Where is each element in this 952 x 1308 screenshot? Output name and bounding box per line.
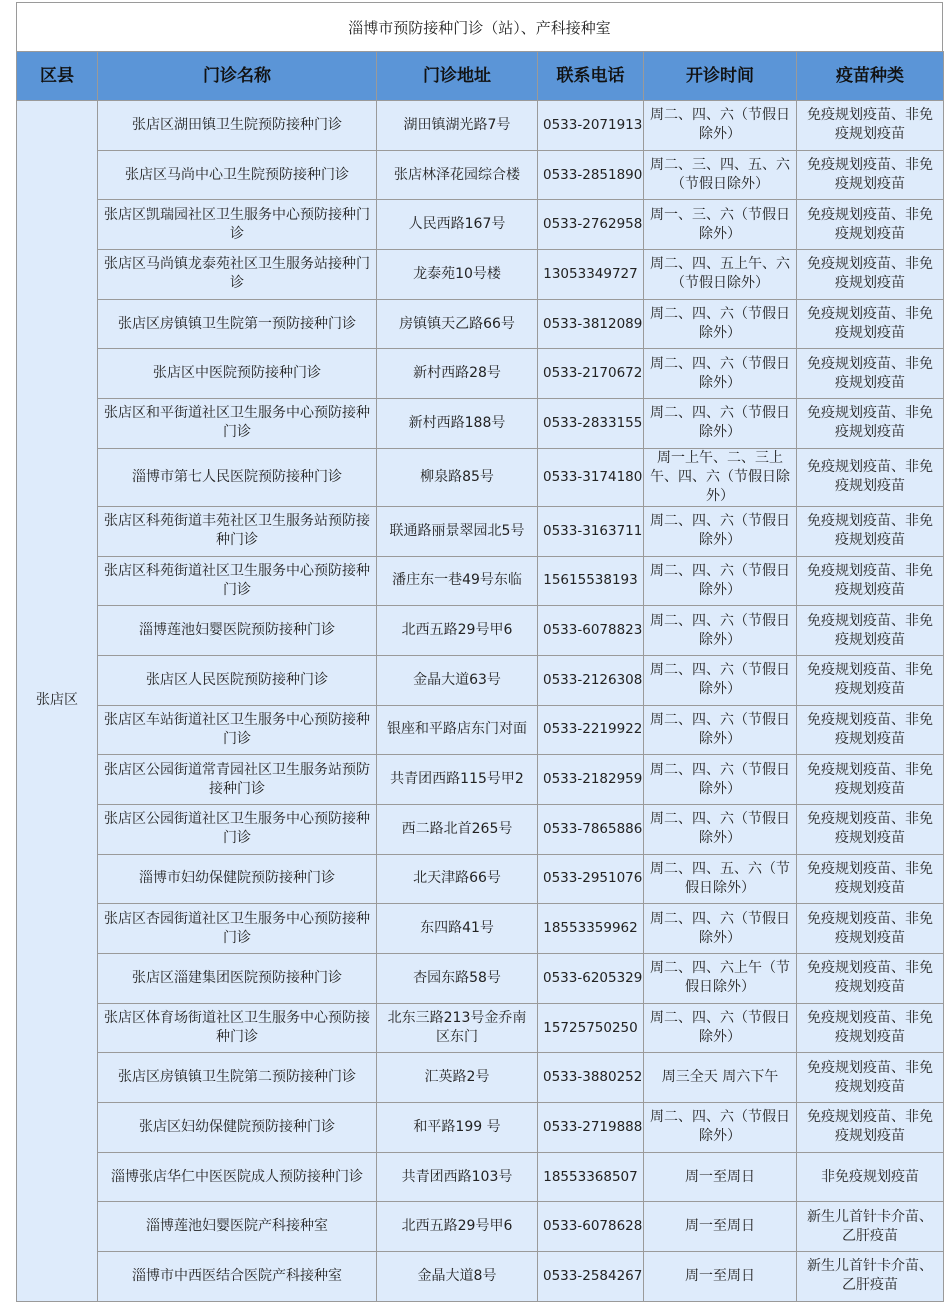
clinic-name-cell: 张店区公园街道社区卫生服务中心预防接种门诊	[98, 804, 377, 854]
table-row	[17, 954, 944, 1004]
address-cell: 杏园东路58号	[377, 954, 538, 1004]
phone-cell: 0533-2584267	[538, 1252, 644, 1302]
clinic-name-cell: 淄博市第七人民医院预防接种门诊	[98, 448, 377, 506]
hours-cell: 周二、四、六（节假日除外）	[644, 1003, 797, 1053]
hours-cell: 周一、三、六（节假日除外）	[644, 200, 797, 250]
table-row	[17, 349, 944, 399]
address-cell: 金晶大道63号	[377, 655, 538, 705]
clinic-name-cell: 张店区科苑街道社区卫生服务中心预防接种门诊	[98, 556, 377, 606]
vaccines-cell: 新生儿首针卡介苗、乙肝疫苗	[797, 1252, 944, 1302]
address-cell: 房镇镇天乙路66号	[377, 299, 538, 349]
clinic-name-cell: 淄博张店华仁中医医院成人预防接种门诊	[98, 1152, 377, 1202]
hours-cell: 周二、四、六（节假日除外）	[644, 1103, 797, 1153]
phone-cell: 0533-6078628	[538, 1202, 644, 1252]
table-row	[17, 804, 944, 854]
vaccines-cell: 免疫规划疫苗、非免疫规划疫苗	[797, 904, 944, 954]
address-cell: 西二路北首265号	[377, 804, 538, 854]
clinic-name-cell: 张店区公园街道常青园社区卫生服务站预防接种门诊	[98, 755, 377, 805]
clinic-list-document	[16, 2, 943, 1302]
address-cell: 潘庄东一巷49号东临	[377, 556, 538, 606]
table-row	[17, 299, 944, 349]
table-row	[17, 1103, 944, 1153]
hours-cell: 周一上午、二、三上午、四、六（节假日除外）	[644, 448, 797, 506]
address-cell: 东四路41号	[377, 904, 538, 954]
vaccines-cell: 免疫规划疫苗、非免疫规划疫苗	[797, 299, 944, 349]
table-row	[17, 556, 944, 606]
clinic-name-cell: 张店区凯瑞园社区卫生服务中心预防接种门诊	[98, 200, 377, 250]
address-cell: 汇英路2号	[377, 1053, 538, 1103]
vaccines-cell: 免疫规划疫苗、非免疫规划疫苗	[797, 150, 944, 200]
clinic-table	[16, 51, 944, 1302]
clinic-name-cell: 张店区车站街道社区卫生服务中心预防接种门诊	[98, 705, 377, 755]
vaccines-cell: 免疫规划疫苗、非免疫规划疫苗	[797, 101, 944, 151]
hours-cell: 周二、四、六（节假日除外）	[644, 655, 797, 705]
table-row	[17, 854, 944, 904]
clinic-name-cell: 张店区科苑街道丰苑社区卫生服务站预防接种门诊	[98, 506, 377, 556]
phone-cell: 0533-6078823	[538, 606, 644, 656]
table-row	[17, 1152, 944, 1202]
phone-cell: 0533-3163711	[538, 506, 644, 556]
phone-cell: 0533-2071913	[538, 101, 644, 151]
phone-cell: 15615538193	[538, 556, 644, 606]
header-vaccines: 疫苗种类	[797, 52, 944, 101]
vaccines-cell: 新生儿首针卡介苗、乙肝疫苗	[797, 1202, 944, 1252]
header-district: 区县	[17, 52, 98, 101]
district-cell: 张店区	[17, 101, 98, 1302]
phone-cell: 0533-2719888	[538, 1103, 644, 1153]
clinic-name-cell: 张店区淄建集团医院预防接种门诊	[98, 954, 377, 1004]
table-title: 淄博市预防接种门诊（站）、产科接种室	[16, 2, 943, 51]
clinic-name-cell: 张店区中医院预防接种门诊	[98, 349, 377, 399]
table-row	[17, 1202, 944, 1252]
address-cell: 银座和平路店东门对面	[377, 705, 538, 755]
hours-cell: 周三全天 周六下午	[644, 1053, 797, 1103]
table-row	[17, 250, 944, 300]
address-cell: 北东三路213号金乔南区东门	[377, 1003, 538, 1053]
vaccines-cell: 免疫规划疫苗、非免疫规划疫苗	[797, 655, 944, 705]
hours-cell: 周一至周日	[644, 1152, 797, 1202]
phone-cell: 0533-2951076	[538, 854, 644, 904]
vaccines-cell: 免疫规划疫苗、非免疫规划疫苗	[797, 1053, 944, 1103]
phone-cell: 0533-7865886	[538, 804, 644, 854]
vaccines-cell: 免疫规划疫苗、非免疫规划疫苗	[797, 556, 944, 606]
phone-cell: 0533-2170672	[538, 349, 644, 399]
table-row	[17, 399, 944, 449]
table-row	[17, 904, 944, 954]
header-address: 门诊地址	[377, 52, 538, 101]
clinic-name-cell: 淄博市妇幼保健院预防接种门诊	[98, 854, 377, 904]
clinic-name-cell: 张店区人民医院预防接种门诊	[98, 655, 377, 705]
table-row	[17, 655, 944, 705]
table-row	[17, 705, 944, 755]
hours-cell: 周二、四、六（节假日除外）	[644, 705, 797, 755]
phone-cell: 0533-3812089	[538, 299, 644, 349]
vaccines-cell: 免疫规划疫苗、非免疫规划疫苗	[797, 954, 944, 1004]
address-cell: 和平路199 号	[377, 1103, 538, 1153]
vaccines-cell: 免疫规划疫苗、非免疫规划疫苗	[797, 1103, 944, 1153]
hours-cell: 周二、四、六（节假日除外）	[644, 904, 797, 954]
clinic-name-cell: 张店区湖田镇卫生院预防接种门诊	[98, 101, 377, 151]
address-cell: 人民西路167号	[377, 200, 538, 250]
clinic-name-cell: 张店区和平街道社区卫生服务中心预防接种门诊	[98, 399, 377, 449]
phone-cell: 0533-3880252	[538, 1053, 644, 1103]
vaccines-cell: 免疫规划疫苗、非免疫规划疫苗	[797, 705, 944, 755]
address-cell: 北天津路66号	[377, 854, 538, 904]
address-cell: 联通路丽景翠园北5号	[377, 506, 538, 556]
hours-cell: 周一至周日	[644, 1252, 797, 1302]
table-row	[17, 1252, 944, 1302]
clinic-name-cell: 淄博莲池妇婴医院预防接种门诊	[98, 606, 377, 656]
phone-cell: 0533-2762958	[538, 200, 644, 250]
phone-cell: 18553368507	[538, 1152, 644, 1202]
hours-cell: 周二、四、五、六（节假日除外）	[644, 854, 797, 904]
address-cell: 北西五路29号甲6	[377, 606, 538, 656]
phone-cell: 0533-2851890	[538, 150, 644, 200]
clinic-name-cell: 张店区马尚中心卫生院预防接种门诊	[98, 150, 377, 200]
clinic-name-cell: 张店区杏园街道社区卫生服务中心预防接种门诊	[98, 904, 377, 954]
hours-cell: 周二、四、六（节假日除外）	[644, 299, 797, 349]
phone-cell: 0533-2219922	[538, 705, 644, 755]
clinic-name-cell: 张店区房镇镇卫生院第一预防接种门诊	[98, 299, 377, 349]
hours-cell: 周一至周日	[644, 1202, 797, 1252]
vaccines-cell: 免疫规划疫苗、非免疫规划疫苗	[797, 804, 944, 854]
table-row	[17, 606, 944, 656]
hours-cell: 周二、四、六（节假日除外）	[644, 804, 797, 854]
vaccines-cell: 免疫规划疫苗、非免疫规划疫苗	[797, 399, 944, 449]
vaccines-cell: 免疫规划疫苗、非免疫规划疫苗	[797, 755, 944, 805]
table-row	[17, 448, 944, 506]
table-row	[17, 506, 944, 556]
vaccines-cell: 免疫规划疫苗、非免疫规划疫苗	[797, 349, 944, 399]
vaccines-cell: 免疫规划疫苗、非免疫规划疫苗	[797, 448, 944, 506]
phone-cell: 0533-2126308	[538, 655, 644, 705]
vaccines-cell: 免疫规划疫苗、非免疫规划疫苗	[797, 200, 944, 250]
clinic-name-cell: 张店区体育场街道社区卫生服务中心预防接种门诊	[98, 1003, 377, 1053]
vaccines-cell: 免疫规划疫苗、非免疫规划疫苗	[797, 506, 944, 556]
phone-cell: 13053349727	[538, 250, 644, 300]
address-cell: 湖田镇湖光路7号	[377, 101, 538, 151]
table-row	[17, 1053, 944, 1103]
address-cell: 新村西路188号	[377, 399, 538, 449]
header-row	[17, 52, 944, 101]
clinic-name-cell: 张店区妇幼保健院预防接种门诊	[98, 1103, 377, 1153]
phone-cell: 0533-3174180	[538, 448, 644, 506]
table-row	[17, 200, 944, 250]
phone-cell: 0533-6205329	[538, 954, 644, 1004]
hours-cell: 周二、四、六（节假日除外）	[644, 755, 797, 805]
header-clinic-name: 门诊名称	[98, 52, 377, 101]
table-row	[17, 150, 944, 200]
header-phone: 联系电话	[538, 52, 644, 101]
vaccines-cell: 非免疫规划疫苗	[797, 1152, 944, 1202]
address-cell: 共青团西路103号	[377, 1152, 538, 1202]
header-hours: 开诊时间	[644, 52, 797, 101]
phone-cell: 0533-2833155	[538, 399, 644, 449]
address-cell: 龙泰苑10号楼	[377, 250, 538, 300]
hours-cell: 周二、四、六（节假日除外）	[644, 399, 797, 449]
clinic-name-cell: 淄博莲池妇婴医院产科接种室	[98, 1202, 377, 1252]
vaccines-cell: 免疫规划疫苗、非免疫规划疫苗	[797, 1003, 944, 1053]
hours-cell: 周二、四、六（节假日除外）	[644, 506, 797, 556]
hours-cell: 周二、四、六（节假日除外）	[644, 101, 797, 151]
table-row	[17, 101, 944, 151]
hours-cell: 周二、四、六上午（节假日除外）	[644, 954, 797, 1004]
address-cell: 金晶大道8号	[377, 1252, 538, 1302]
clinic-name-cell: 张店区马尚镇龙泰苑社区卫生服务站接种门诊	[98, 250, 377, 300]
address-cell: 北西五路29号甲6	[377, 1202, 538, 1252]
hours-cell: 周二、三、四、五、六（节假日除外）	[644, 150, 797, 200]
vaccines-cell: 免疫规划疫苗、非免疫规划疫苗	[797, 250, 944, 300]
address-cell: 张店林泽花园综合楼	[377, 150, 538, 200]
vaccines-cell: 免疫规划疫苗、非免疫规划疫苗	[797, 606, 944, 656]
phone-cell: 15725750250	[538, 1003, 644, 1053]
vaccines-cell: 免疫规划疫苗、非免疫规划疫苗	[797, 854, 944, 904]
table-row	[17, 1003, 944, 1053]
phone-cell: 0533-2182959	[538, 755, 644, 805]
phone-cell: 18553359962	[538, 904, 644, 954]
address-cell: 共青团西路115号甲2	[377, 755, 538, 805]
address-cell: 柳泉路85号	[377, 448, 538, 506]
clinic-name-cell: 张店区房镇镇卫生院第二预防接种门诊	[98, 1053, 377, 1103]
hours-cell: 周二、四、六（节假日除外）	[644, 349, 797, 399]
hours-cell: 周二、四、六（节假日除外）	[644, 606, 797, 656]
table-row	[17, 755, 944, 805]
address-cell: 新村西路28号	[377, 349, 538, 399]
hours-cell: 周二、四、六（节假日除外）	[644, 556, 797, 606]
clinic-name-cell: 淄博市中西医结合医院产科接种室	[98, 1252, 377, 1302]
hours-cell: 周二、四、五上午、六（节假日除外）	[644, 250, 797, 300]
